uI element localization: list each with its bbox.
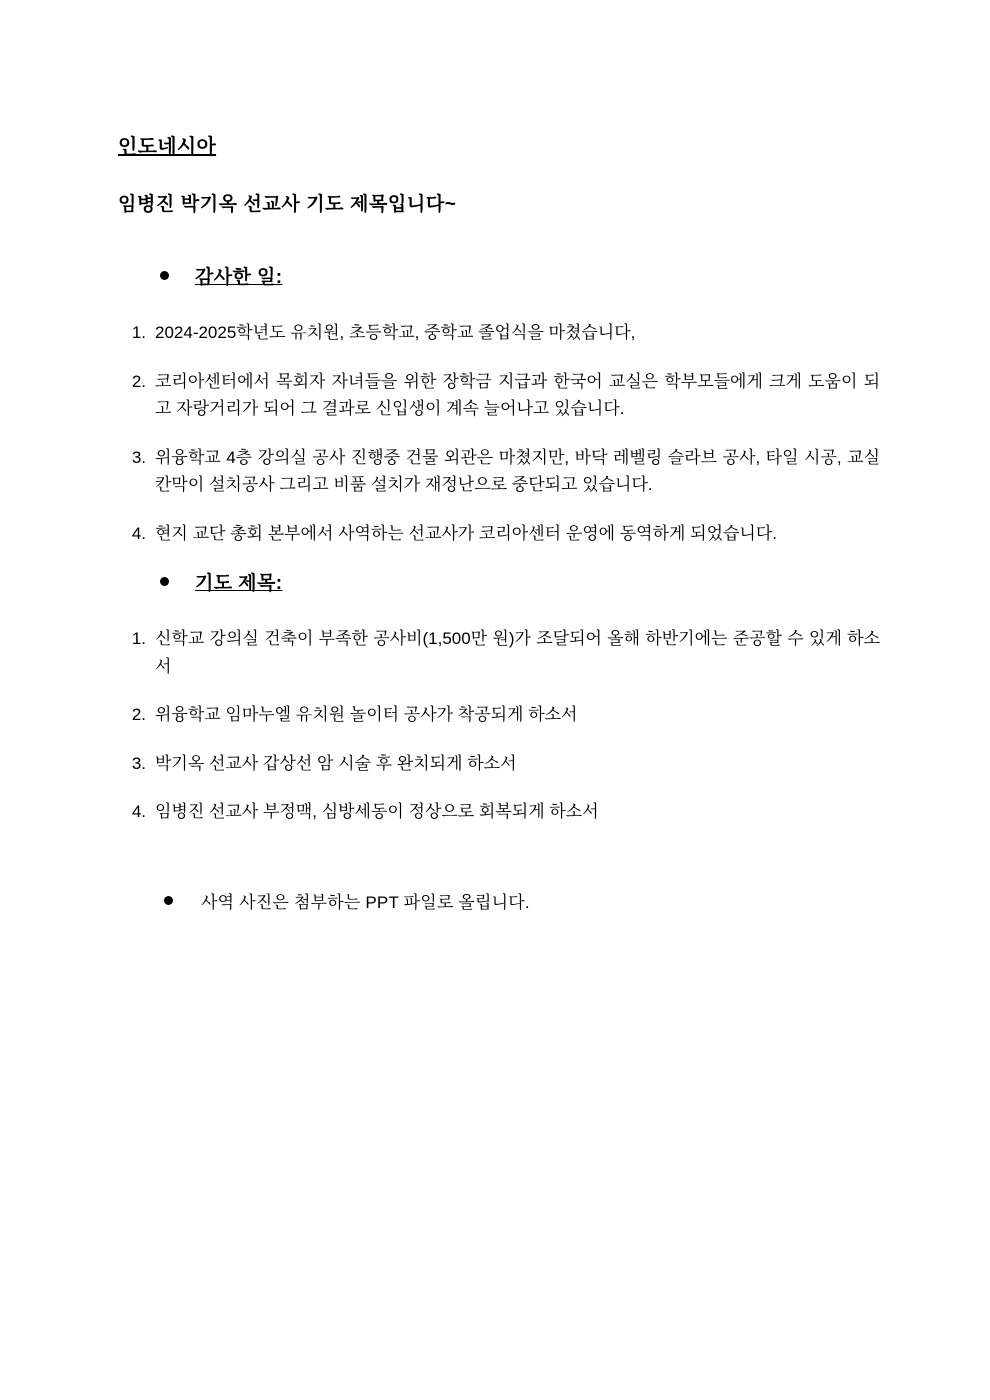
list-item-text: 박기옥 선교사 갑상선 암 시술 후 완치되게 하소서 [155, 753, 517, 773]
list-item-text: 2024-2025학년도 유치원, 초등학교, 중학교 졸업식을 마쳤습니다, [155, 323, 636, 342]
bullet-icon [160, 577, 169, 586]
list-marker: 2. [131, 371, 146, 391]
footer-note [118, 888, 880, 913]
list-item-text: 임병진 선교사 부정맥, 심방세동이 정상으로 회복되게 하소서 [155, 802, 599, 822]
bullet-icon [160, 271, 169, 280]
footer-note-text: 사역 사진은 첨부하는 PPT 파일로 올립니다. [201, 892, 530, 912]
list-item [118, 444, 880, 499]
bullet-icon [164, 896, 173, 905]
list-item [118, 520, 880, 548]
section-heading-prayer [118, 568, 880, 595]
list-item-text: 코리아센터에서 목회자 자녀들을 위한 장학금 지급과 한국어 교실은 학부모들에게 크게 도움이 되고 자랑거리가 되어 그 결과로 신입생이 계속 늘어나고 있습니다. [155, 371, 880, 419]
page-title: 인도네시아 [118, 136, 217, 158]
prayer-list [118, 625, 880, 826]
list-marker: 3. [131, 753, 146, 773]
list-marker: 2. [131, 705, 146, 725]
list-item-text: 현지 교단 총회 본부에서 사역하는 선교사가 코리아센터 운영에 동역하게 되었습니다. [155, 523, 778, 543]
list-marker: 3. [131, 447, 146, 467]
list-marker: 4. [131, 523, 146, 543]
list-item [118, 750, 880, 778]
list-marker: 1. [131, 323, 146, 342]
list-item-text: 신학교 강의실 건축이 부족한 공사비(1,500만 원)가 조달되어 올해 하반기에는 준공할 수 있게 하소서 [155, 629, 880, 676]
list-item [118, 625, 880, 680]
list-marker: 1. [131, 629, 146, 649]
section-heading-label: 기도 제목: [195, 573, 283, 595]
thanksgiving-list [118, 319, 880, 547]
section-heading-label: 감사한 일: [195, 267, 283, 288]
page-subtitle: 임병진 박기옥 선교사 기도 제목입니다~ [118, 194, 457, 215]
section-heading-thanksgiving [118, 262, 880, 289]
list-item-text: 위융학교 임마누엘 유치원 놀이터 공사가 착공되게 하소서 [155, 705, 578, 725]
list-item [118, 798, 880, 826]
list-marker: 4. [131, 802, 146, 822]
list-item [118, 701, 880, 729]
list-item [118, 319, 880, 347]
list-item [118, 368, 880, 423]
list-item-text: 위융학교 4층 강의실 공사 진행중 건물 외관은 마쳤지만, 바닥 레벨링 슬라브 공사, 타일 시공, 교실 칸막이 설치공사 그리고 비품 설치가 재정난으로 중단되고 있습니다. [155, 447, 880, 495]
